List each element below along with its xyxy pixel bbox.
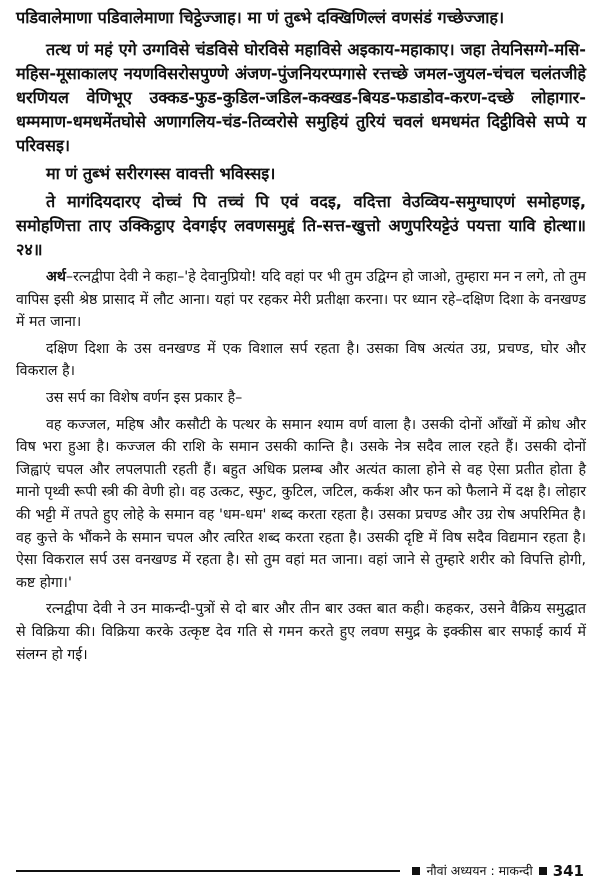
translation-paragraph-1 — [16, 266, 586, 334]
translation-text-1: –रत्नद्वीपा देवी ने कहा–'हे देवानुप्रियो! यदि वहां पर भी तुम उद्विग्न हो जाओ, तुम्हारा मन न लगे, तो तुम वापिस इसी श्रेष्ठ प्रासाद में लौट आना। यहां पर रहकर मेरी प्रतीक्षा करना। पर ध्यान रहे–दक्षिण दिशा के वनखण्ड में मत जाना। — [16, 269, 586, 331]
footer-rule — [16, 870, 400, 872]
page-footer — [16, 862, 584, 880]
translation-paragraph-5: रत्नद्वीपा देवी ने उन माकन्दी-पुत्रों से दो बार और तीन बार उक्त बात कही। कहकर, उसने वैक्रिय समुद्घात से विक्रिया की। विक्रिया करके उत्कृष्ट देव गति से गमन करते हुए लवण समुद्र के इक्कीस बार सफाई कार्य में संलग्न हो गई। — [16, 601, 586, 663]
translation-paragraph-2: दक्षिण दिशा के उस वनखण्ड में एक विशाल सर्प रहता है। उसका विष अत्यंत उग्र, प्रचण्ड, घोर और विकराल है। — [16, 340, 586, 380]
footer-square-left — [412, 867, 420, 875]
footer-square-right — [539, 867, 547, 875]
prakrit-paragraph-4: ते मागंदियदारए दोच्चं पि तच्चं पि एवं वदइ, वदित्ता वेउव्विय-समुग्घाएणं समोहणइ, समोहणित्ता ताए उक्किट्ठाए देवगईए लवणसमुद्दं ति-सत्त-खुत्तो अणुपरियट्टेउं पयत्ता यावि होत्था॥२४॥ — [16, 192, 586, 259]
translation-paragraph-4: वह कज्जल, महिष और कसौटी के पत्थर के समान श्याम वर्ण वाला है। उसकी दोनों आँखों में क्रोध और विष भरा हुआ है। कज्जल की राशि के समान उसकी कान्ति है। उसके नेत्र सदैव लाल रहते हैं। उसकी दोनों जिह्वाएं चपल और लपलपाती रहती हैं। बहुत अधिक प्रलम्ब और अत्यंत काला होने से वह ऐसा प्रतीत होता है मानो पृथ्वी रूपी स्त्री की वेणी हो। वह उत्कट, स्फुट, कुटिल, जटिल, कर्कश और फन को फैलाने में दक्ष है। लोहार की भट्टी में तपते हुए लोहे के समान वह 'धम-धम' शब्द करता रहता है। उसका प्रचण्ड और उग्र रोष अपरिमित है। वह कुत्ते के भौंकने के समान चपल और त्वरित शब्द करता रहता है। उसकी दृष्टि में विष सदैव विद्यमान रहता है। ऐसा विकराल सर्प उस वनखण्ड में रहता है। सो तुम वहां मत जाना। वहां जाने से तुम्हारे शरीर को विपत्ति होगी, कष्ट होगा।' — [16, 416, 586, 591]
prakrit-paragraph-3: मा णं तुब्भं सरीरगस्स वावत्ती भविस्सइ। — [46, 164, 276, 183]
prakrit-paragraph-2: तत्थ णं महं एगे उग्गविसे चंडविसे घोरविसे महाविसे अइकाय-महाकाए। जहा तेयनिसग्गे-मसि-महिस-मूसाकालए नयणविसरोसपुण्णे अंजण-पुंजनियरप्पगासे रत्तच्छे जमल-जुयल-चंचल चलंतजीहे धरणियल वेणिभूए उक्कड-फुड-कुडिल-जडिल-कक्खड-बियड-फडाडोव-करण-दच्छे लोहागार-धम्ममाण-धमधमेंतघोसे अणागलिय-चंड-तिव्वरोसे समुहियं तुरियं चवलं धमधमंत दिट्ठीविसे सप्पे य परिवसइ। — [16, 40, 586, 155]
translation-label: अर्थ — [46, 269, 66, 285]
footer-chapter-title: नौवां अध्ययन : माकन्दी — [426, 863, 533, 878]
translation-paragraph-3: उस सर्प का विशेष वर्णन इस प्रकार है– — [46, 389, 243, 406]
prakrit-paragraph-1: पडिवालेमाणा पडिवालेमाणा चिट्ठेज्जाह। मा णं तुब्भे दक्खिणिल्लं वणसंडं गच्छेज्जाह। — [16, 8, 505, 27]
page-number: 341 — [552, 862, 584, 880]
